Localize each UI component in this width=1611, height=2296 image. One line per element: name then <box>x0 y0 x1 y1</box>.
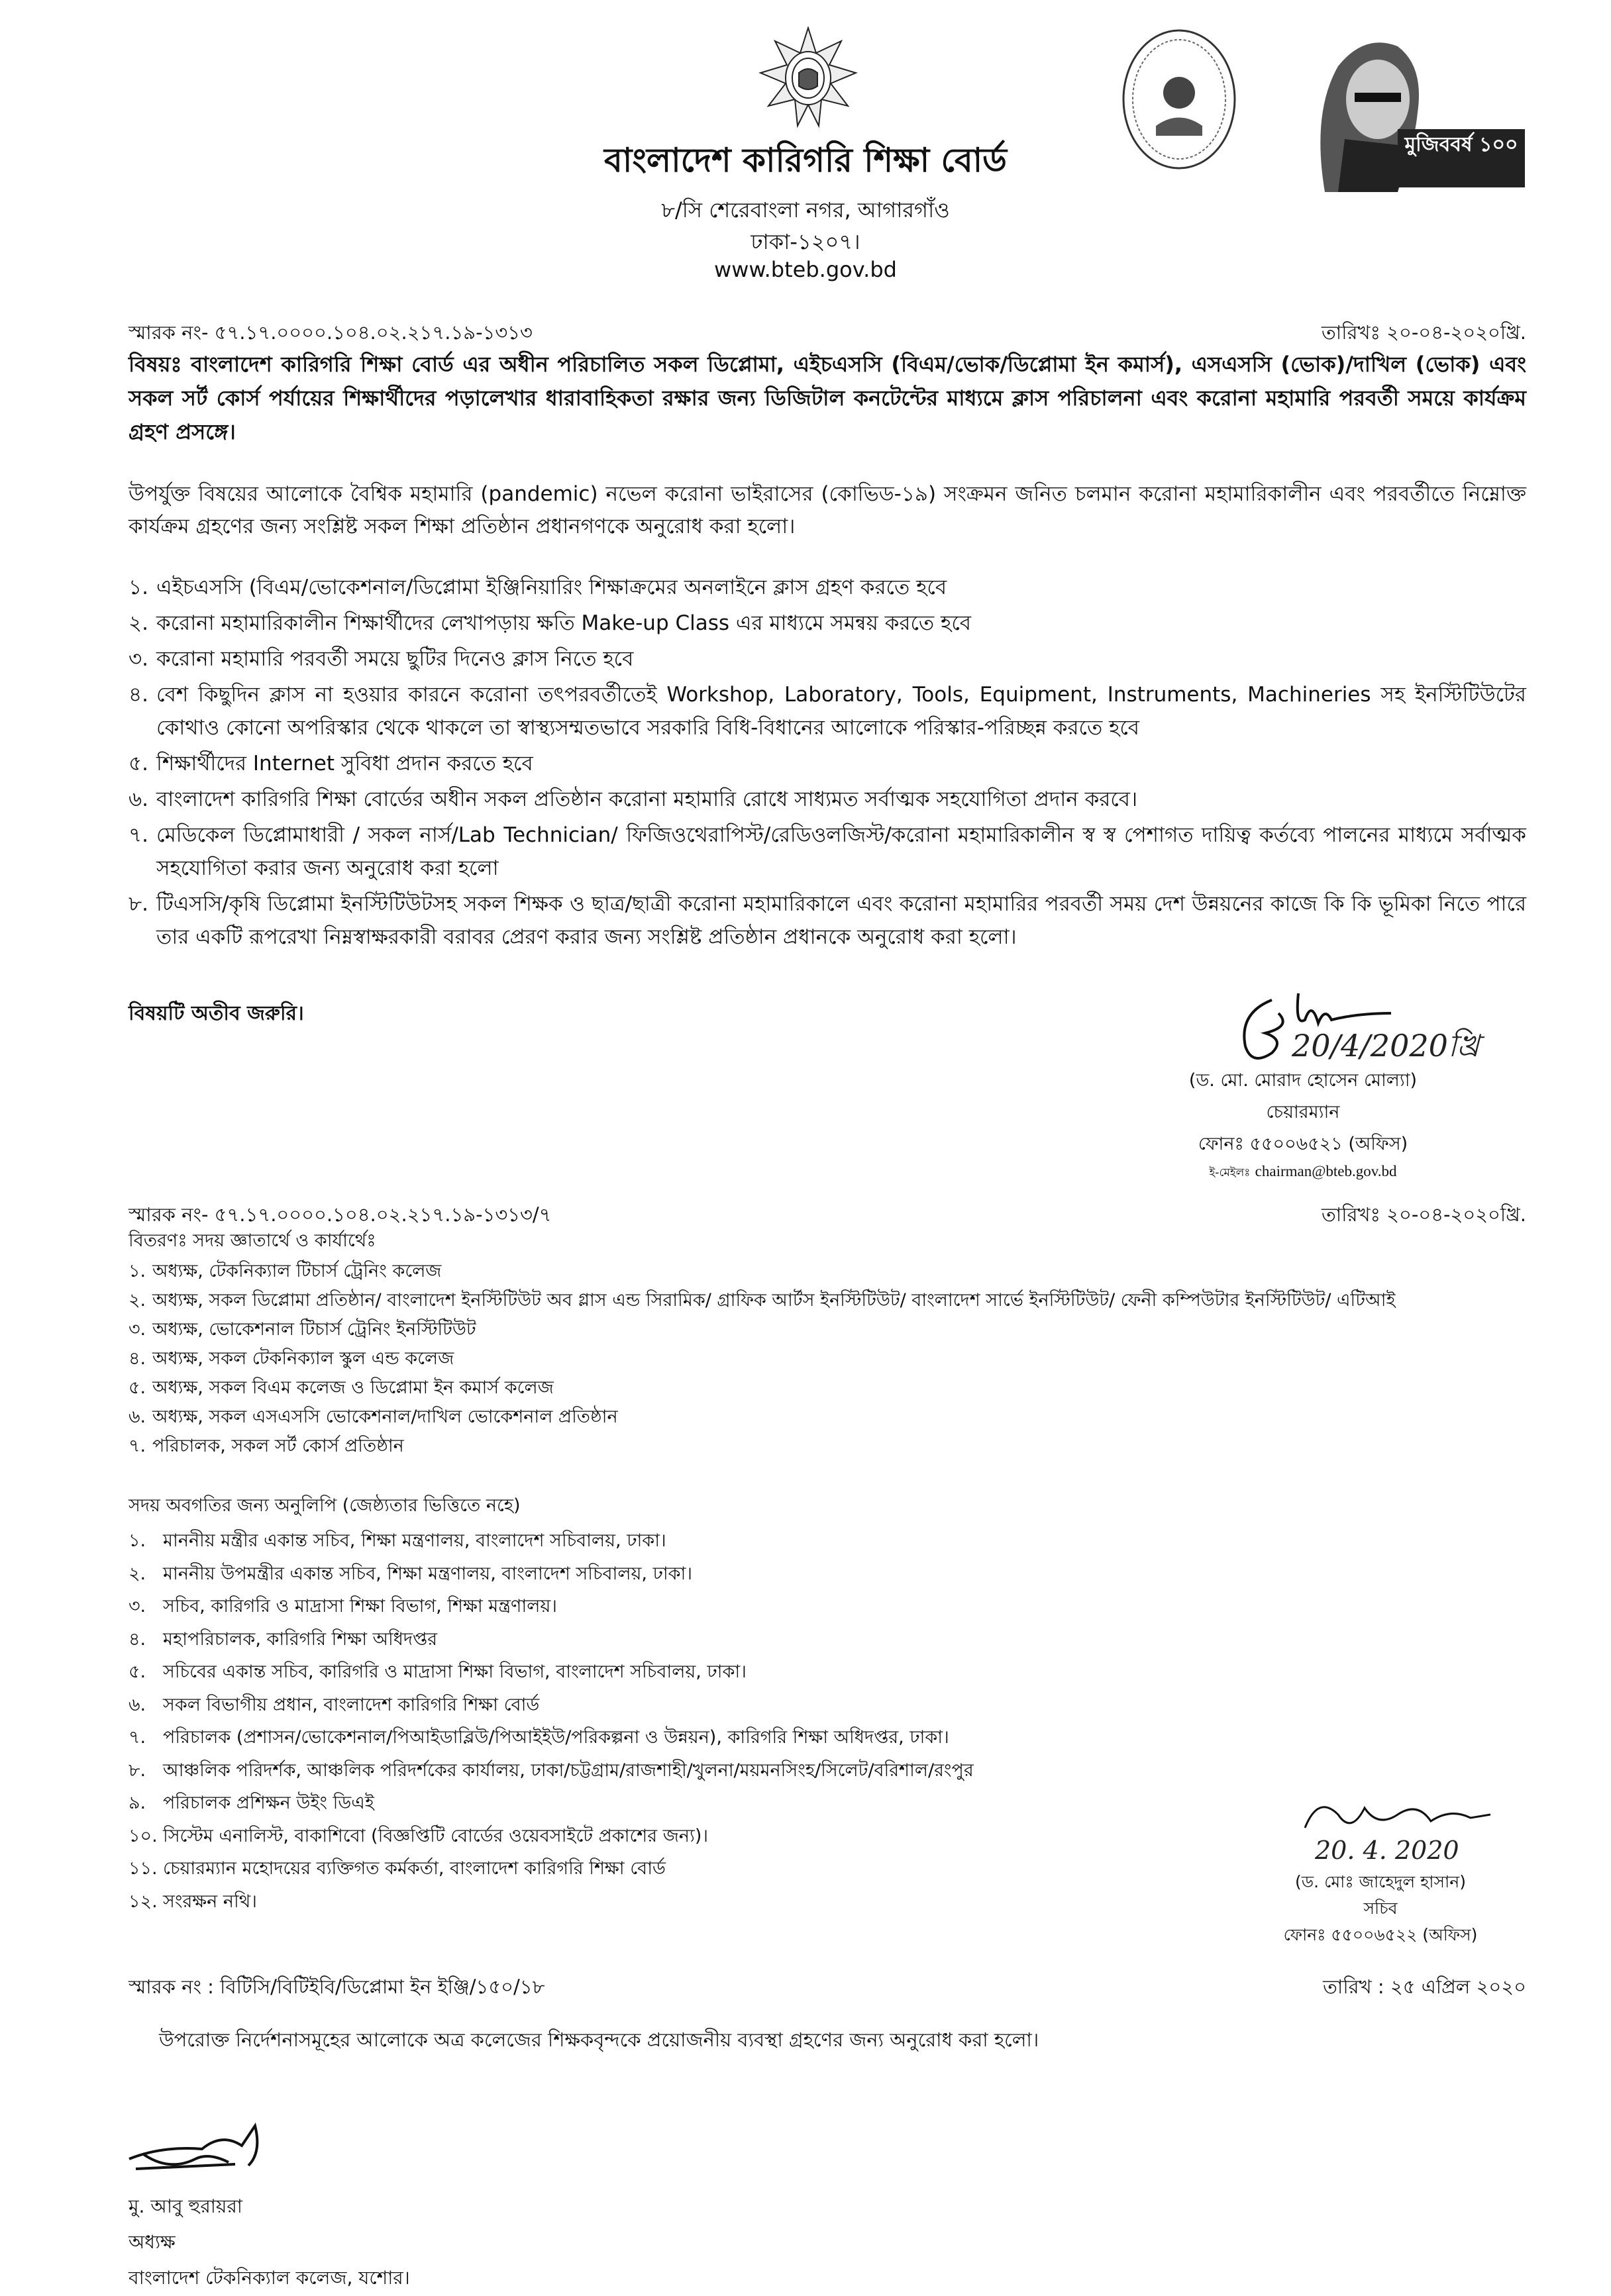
list-item <box>129 1754 1526 1787</box>
government-emblem-logo <box>755 26 861 136</box>
list-item-text: অধ্যক্ষ, সকল বিএম কলেজ ও ডিপ্লোমা ইন কমার্স কলেজ <box>152 1377 554 1398</box>
list-item-number: ৮. <box>129 892 148 916</box>
list-item <box>129 783 1526 816</box>
list-item <box>129 1344 1526 1373</box>
chairman-signature-date: 20/4/2020খ্রি <box>1292 1028 1480 1064</box>
signer-name: (ড. মো. মোরাদ হোসেন মোল্যা) <box>1188 1070 1418 1091</box>
list-item-text: সিস্টেম এনালিস্ট, বাকাশিবো (বিজ্ঞপ্তিটি বোর্ডের ওয়েবসাইটে প্রকাশের জন্য)। <box>163 1825 709 1846</box>
list-item-number: ১০. <box>129 1825 158 1846</box>
secretary-signer-block <box>1149 1869 1611 1948</box>
list-item-number: ১. <box>129 1261 146 1281</box>
list-item <box>129 1373 1526 1403</box>
list-item-text: বাংলাদেশ কারিগরি শিক্ষা বোর্ডের অধীন সকল প্রতিষ্ঠান করোনা মহামারি রোধে সাধ্যমত সর্বাত্মক সহযোগিতা প্রদান করবে। <box>156 787 1138 811</box>
list-item-text: অধ্যক্ষ, সকল ডিপ্লোমা প্রতিষ্ঠান/ বাংলাদেশ ইনস্টিটিউট অব গ্লাস এন্ড সিরামিক/ গ্রাফিক আর্টস ইনস্টিটিউট/ বাংলাদেশ সার্ভে ইনস্টিটিউট/ ফেনী কম্পিউটার ইনস্টিটিউট/ এটিআই <box>152 1290 1396 1311</box>
list-item <box>129 1286 1526 1315</box>
list-item-number: ২. <box>129 611 149 635</box>
list-item-text: টিএসসি/কৃষি ডিপ্লোমা ইনস্টিটিউটসহ সকল শিক্ষক ও ছাত্র/ছাত্রী করোনা মহামারিকালে এবং করোনা মহামারির পরবর্তী সময় দেশ উন্নয়নের কাজে কি কি ভূমিকা নিতে পারে তার একটি রূপরেখা নিম্নস্বাক্ষরকারী বরাবর প্রেরণ করার জন্য সংশ্লিষ্ট প্রতিষ্ঠান প্রধানকে অনুরোধ করা হলো। <box>156 892 1526 949</box>
list-item-number: ৬. <box>129 1694 146 1715</box>
list-item-text: সচিবের একান্ত সচিব, কারিগরি ও মাদ্রাসা শিক্ষা বিভাগ, বাংলাদেশ সচিবালয়, ঢাকা। <box>163 1662 747 1682</box>
list-item-number: ২. <box>129 1563 146 1584</box>
list-item <box>129 678 1526 744</box>
list-item-text: পরিচালক প্রশিক্ষন উইং ডিএই <box>163 1793 374 1813</box>
list-item-text: বেশ কিছুদিন ক্লাস না হওয়ার কারনে করোনা তৎপরবর্তীতেই Workshop, Laboratory, Tools, Equipment, Instruments, Machineries সহ ইনস্টিটিউটের কোথাও কোনো অপরিস্কার থেকে থাকলে তা স্বাস্থ্যসম্মতভাবে সরকারি বিধি-বিধানের আলোকে পরিস্কার-পরিচ্ছন্ন করতে হবে <box>156 683 1526 740</box>
principal-signature <box>123 2113 282 2185</box>
list-item-number: ১. <box>129 1530 146 1551</box>
website-link[interactable]: www.bteb.gov.bd <box>714 257 897 282</box>
list-item-number: ৩. <box>129 647 149 671</box>
forwarding-memo-date: তারিখ : ২৫ এপ্রিল ২০২০ <box>1323 1975 1526 1998</box>
list-item-number: ৫. <box>129 1662 146 1682</box>
list-item <box>129 607 1526 640</box>
list-item <box>129 1721 1526 1754</box>
list-item <box>129 1656 1526 1689</box>
list-item-text: এইচএসসি (বিএম/ভোকেশনাল/ডিপ্লোমা ইঞ্জিনিয়ারিং শিক্ষাক্রমের অনলাইনে ক্লাস গ্রহণ করতে হবে <box>156 575 947 599</box>
list-item <box>129 1558 1526 1591</box>
list-item-text: আঞ্চলিক পরিদর্শক, আঞ্চলিক পরিদর্শকের কার্যালয়, ঢাকা/চট্টগ্রাম/রাজশাহী/খুলনা/ময়মনসিংহ/সিলেট/বরিশাল/রংপুর <box>163 1760 974 1781</box>
list-item <box>129 819 1526 885</box>
list-item-text: শিক্ষার্থীদের Internet সুবিধা প্রদান করতে হবে <box>156 752 533 775</box>
list-item-text: করোনা মহামারিকালীন শিক্ষার্থীদের লেখাপড়ায় ক্ষতি Make-up Class এর মাধ্যমে সমন্বয় করতে হবে <box>156 611 972 635</box>
email-label: ই-মেইলঃ <box>1209 1166 1251 1179</box>
list-item <box>129 1257 1526 1286</box>
copy-heading: সদয় অবগতির জন্য অনুলিপি (জেষ্ঠ্যতার ভিত্তিতে নহে) <box>129 1495 521 1516</box>
signer-name: (ড. মোঃ জাহেদুল হাসান) <box>1295 1872 1466 1891</box>
list-item-number: ৫. <box>129 752 148 775</box>
list-item <box>129 1590 1526 1623</box>
list-item-number: ৯. <box>129 1793 146 1813</box>
urgent-note: বিষয়টি অতীব জরুরি। <box>129 1002 304 1025</box>
list-item-number: ১১. <box>129 1858 158 1879</box>
list-item-text: করোনা মহামারি পরবর্তী সময়ে ছুটির দিনেও ক্লাস নিতে হবে <box>156 647 634 671</box>
forwarding-body: উপরোক্ত নির্দেশনাসমূহের আলোকে অত্র কলেজের শিক্ষকবৃন্দকে প্রয়োজনীয় ব্যবস্থা গ্রহণের জন্য অনুরোধ করা হলো। <box>159 2028 1039 2051</box>
mujib-borsho-logo-text: মুজিববর্ষ ১০০ <box>1404 133 1518 156</box>
list-item <box>129 747 1526 780</box>
list-item-text: মহাপরিচালক, কারিগরি শিক্ষা অধিদপ্তর <box>163 1628 438 1650</box>
list-item <box>129 1432 1526 1461</box>
signer-institution: বাংলাদেশ টেকনিক্যাল কলেজ, যশোর। <box>129 2267 410 2289</box>
distribution-memo-number: স্মারক নং- ৫৭.১৭.০০০০.১০৪.০২.২১৭.১৯-১৩১৩/৭ <box>129 1203 552 1226</box>
list-item-text: অধ্যক্ষ, ভোকেশনাল টিচার্স ট্রেনিং ইনস্টিটিউট <box>152 1319 476 1340</box>
distribution-heading: বিতরণঃ সদয় জ্ঞাতার্থে ও কার্যার্থেঃ <box>129 1230 376 1251</box>
list-item-number: ১২. <box>129 1891 158 1912</box>
chairman-signer-block <box>1071 1065 1535 1184</box>
list-item-number: ৪. <box>129 1348 146 1369</box>
list-item-number: ১. <box>129 575 148 599</box>
list-item-text: পরিচালক, সকল সর্ট কোর্স প্রতিষ্ঠান <box>152 1436 404 1456</box>
list-item-text: সচিব, কারিগরি ও মাদ্রাসা শিক্ষা বিভাগ, শিক্ষা মন্ত্রণালয়। <box>163 1596 557 1617</box>
list-item-text: পরিচালক (প্রশাসন/ভোকেশনাল/পিআইডাব্লিউ/পিআইইউ/পরিকল্পনা ও উন্নয়ন), কারিগরি শিক্ষা অধিদপ্তর, ঢাকা। <box>163 1727 949 1748</box>
list-item-number: ৮. <box>129 1760 146 1781</box>
signer-email[interactable]: chairman@bteb.gov.bd <box>1255 1163 1397 1179</box>
list-item-text: সকল বিভাগীয় প্রধান, বাংলাদেশ কারিগরি শিক্ষা বোর্ড <box>163 1694 540 1715</box>
list-item <box>129 1689 1526 1722</box>
list-item <box>129 1524 1526 1558</box>
instruction-list <box>129 571 1526 956</box>
signer-name: মু. আবু হুরায়রা <box>129 2195 242 2217</box>
list-item-number: ৩. <box>129 1596 146 1617</box>
list-item-text: মাননীয় উপমন্ত্রীর একান্ত সচিব, শিক্ষা মন্ত্রণালয়, বাংলাদেশ সচিবালয়, ঢাকা। <box>163 1563 693 1584</box>
body-paragraph: উপর্যুক্ত বিষয়ের আলোকে বৈশ্বিক মহামারি (pandemic) নভেল করোনা ভাইরাসের (কোভিড-১৯) সংক্রমন জনিত চলমান করোনা মহামারিকালীন এবং পরবর্তীতে নিম্নোক্ত কার্যক্রম গ্রহণের জন্য সংশ্লিষ্ট সকল শিক্ষা প্রতিষ্ঠান প্রধানগণকে অনুরোধ করা হলো। <box>129 482 1526 538</box>
address-line-1: ৮/সি শেরেবাংলা নগর, আগারগাঁও <box>661 197 950 223</box>
list-item-text: চেয়ারম্যান মহোদয়ের ব্যক্তিগত কর্মকর্তা, বাংলাদেশ কারিগরি শিক্ষা বোর্ড <box>163 1858 666 1879</box>
list-item <box>129 1315 1526 1344</box>
list-item-text: অধ্যক্ষ, সকল এসএসসি ভোকেশনাল/দাখিল ভোকেশনাল প্রতিষ্ঠান <box>152 1407 618 1427</box>
memo-date: তারিখঃ ২০-০৪-২০২০খ্রি. <box>1322 321 1526 344</box>
list-item <box>129 642 1526 675</box>
list-item-number: ৬. <box>129 1407 146 1427</box>
signer-phone: ফোনঃ ৫৫০০৬৫২১ (অফিস) <box>1198 1134 1408 1154</box>
memo-number: স্মারক নং- ৫৭.১৭.০০০০.১০৪.০২.২১৭.১৯-১৩১৩ <box>129 321 533 344</box>
list-item-text: অধ্যক্ষ, সকল টেকনিক্যাল স্কুল এন্ড কলেজ <box>152 1348 454 1369</box>
list-item-text: অধ্যক্ষ, টেকনিক্যাল টিচার্স ট্রেনিং কলেজ <box>152 1261 442 1281</box>
list-item-number: ২. <box>129 1290 146 1311</box>
list-item-number: ৬. <box>129 787 149 811</box>
subject: বিষয়ঃ বাংলাদেশ কারিগরি শিক্ষা বোর্ড এর অধীন পরিচালিত সকল ডিপ্লোমা, এইচএসসি (বিএম/ভোক/ডিপ্লোমা ইন কমার্স), এসএসসি (ভোক)/দাখিল (ভোক) এবং সকল সর্ট কোর্স পর্যায়ের শিক্ষার্থীদের পড়ালেখার ধারাবাহিকতা রক্ষার জন্য ডিজিটাল কনটেন্টের মাধ্যমে ক্লাস পরিচালনা এবং করোনা মহামারি পরবর্তী সময়ে কার্যক্রম গ্রহণ প্রসঙ্গে। <box>129 352 1526 444</box>
principal-signer-block <box>129 2189 410 2296</box>
list-item-number: ৭. <box>129 1727 146 1748</box>
list-item-number: ৭. <box>129 1436 146 1456</box>
list-item-text: মাননীয় মন্ত্রীর একান্ত সচিব, শিক্ষা মন্ত্রণালয়, বাংলাদেশ সচিবালয়, ঢাকা। <box>163 1530 666 1551</box>
list-item-number: ৭. <box>129 823 149 847</box>
list-item-text: মেডিকেল ডিপ্লোমাধারী / সকল নার্স/Lab Technician/ ফিজিওথেরাপিস্ট/রেডিওলজিস্ট/করোনা মহামারিকালীন স্ব স্ব পেশাগত দায়িত্ব কর্তব্যে পালনের মাধ্যমে সর্বাত্মক সহযোগিতা করার জন্য অনুরোধ করা হলো <box>156 823 1526 880</box>
signer-designation: সচিব <box>1363 1899 1398 1918</box>
signer-designation: চেয়ারম্যান <box>1266 1102 1340 1123</box>
list-item <box>129 571 1526 604</box>
signer-phone: ফোনঃ ৫৫০০৬৫২২ (অফিস) <box>1283 1925 1478 1944</box>
distribution-list <box>129 1257 1526 1461</box>
list-item <box>129 887 1526 954</box>
list-item <box>129 1403 1526 1432</box>
list-item-number: ৪. <box>129 1628 146 1650</box>
list-item-number: ৪. <box>129 683 148 707</box>
signer-designation: অধ্যক্ষ <box>129 2231 176 2253</box>
forwarding-memo-number: স্মারক নং : বিটিসি/বিটিইবি/ডিপ্লোমা ইন ইঞ্জি/১৫০/১৮ <box>129 1975 545 1998</box>
address-line-2: ঢাকা-১২০৭। <box>751 229 860 254</box>
distribution-memo-date: তারিখঃ ২০-০৪-২০২০খ্রি. <box>1322 1203 1526 1226</box>
list-item-text: সংরক্ষন নথি। <box>163 1891 257 1912</box>
secretary-signature-date: 20. 4. 2020 <box>1315 1836 1459 1865</box>
signer-email-row <box>1071 1160 1535 1184</box>
list-item-number: ৫. <box>129 1377 146 1398</box>
list-item <box>129 1623 1526 1656</box>
list-item-number: ৩. <box>129 1319 146 1340</box>
organization-title: বাংলাদেশ কারিগরি শিক্ষা বোর্ড <box>604 141 1007 179</box>
